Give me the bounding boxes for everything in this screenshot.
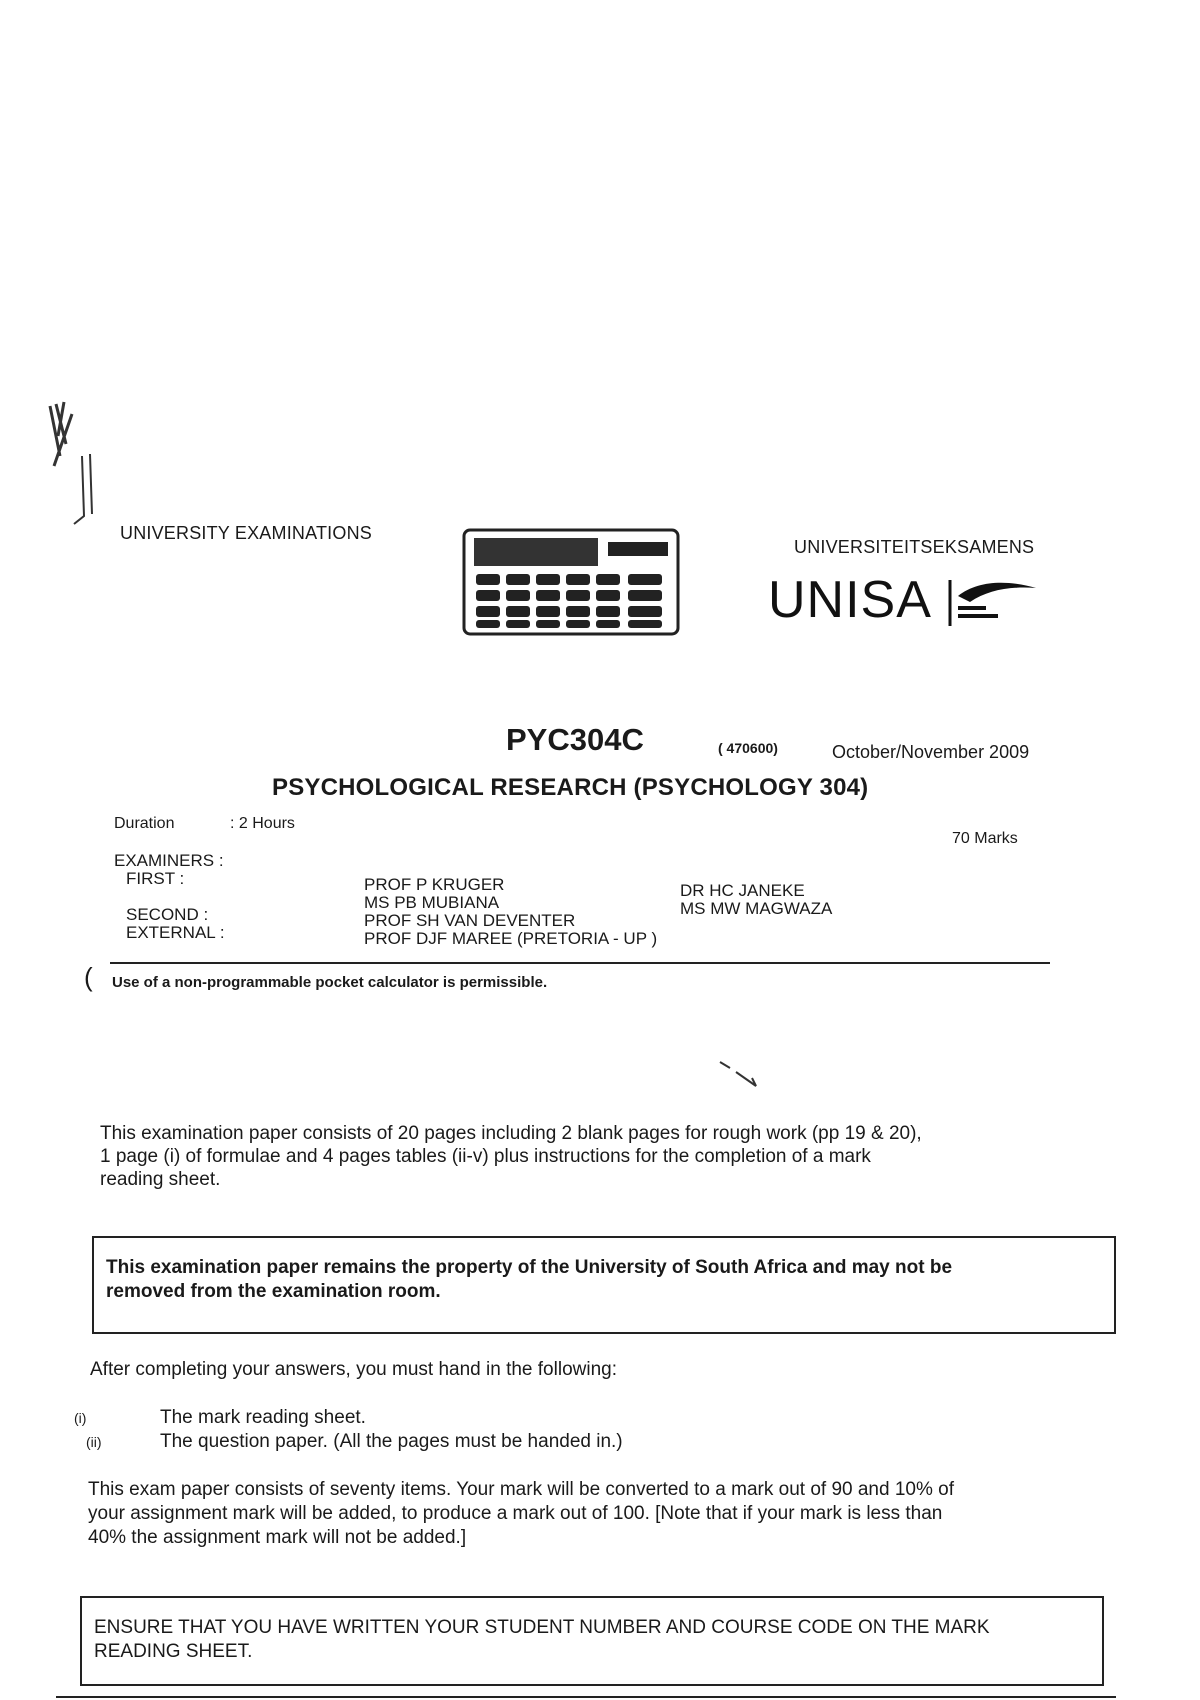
paper-reference: ( 470600) xyxy=(718,740,778,756)
unisa-logo-mark-icon xyxy=(948,576,1038,628)
hand-in-item: The mark reading sheet. xyxy=(160,1407,366,1428)
hand-in-item-mark: (ii) xyxy=(86,1434,102,1450)
calculator-permission-note: Use of a non-programmable pocket calculator is permissible. xyxy=(112,974,548,991)
universiteitseksamens-title: UNIVERSITEITSEKSAMENS xyxy=(794,537,1035,557)
second-examiner-label: SECOND : xyxy=(126,905,209,924)
pages-note-line: This examination paper consists of 20 pages including 2 blank pages for rough work (pp 19 & 20), xyxy=(100,1123,922,1144)
first-examiner-name: PROF P KRUGER xyxy=(364,875,505,894)
second-examiner-name: PROF SH VAN DEVENTER xyxy=(364,911,576,930)
page-bottom-rule xyxy=(56,1696,1116,1698)
handwritten-signature-mark xyxy=(44,396,114,526)
external-examiner-name: PROF DJF MAREE (PRETORIA - UP ) xyxy=(364,929,658,948)
duration-label: Duration xyxy=(114,815,175,832)
hand-in-intro: After completing your answers, you must hand in the following: xyxy=(90,1359,617,1380)
items-note-line: 40% the assignment mark will not be added.] xyxy=(88,1527,467,1548)
ensure-notice-line: READING SHEET. xyxy=(94,1641,253,1662)
first-examiner-name: DR HC JANEKE xyxy=(680,881,805,900)
hand-in-item: The question paper. (All the pages must be handed in.) xyxy=(160,1431,623,1452)
university-examinations-title: UNIVERSITY EXAMINATIONS xyxy=(120,523,372,543)
ensure-notice-line: ENSURE THAT YOU HAVE WRITTEN YOUR STUDENT NUMBER AND COURSE CODE ON THE MARK xyxy=(94,1617,990,1638)
hand-in-item-mark: (i) xyxy=(74,1410,87,1426)
course-code: PYC304C xyxy=(506,722,644,757)
ensure-notice-box xyxy=(80,1596,1104,1686)
total-marks: 70 Marks xyxy=(952,830,1018,847)
pages-note-line: reading sheet. xyxy=(100,1169,221,1190)
unisa-logo-text: UNISA xyxy=(768,571,932,629)
calculator-icon xyxy=(462,528,680,636)
exam-session: October/November 2009 xyxy=(832,742,1030,762)
duration-value: : 2 Hours xyxy=(230,815,295,832)
handwritten-bracket-mark: ( xyxy=(84,962,93,992)
pages-note-line: 1 page (i) of formulae and 4 pages tables (ii-v) plus instructions for the completion of a mark xyxy=(100,1146,871,1167)
subject-title: PSYCHOLOGICAL RESEARCH (PSYCHOLOGY 304) xyxy=(272,774,869,801)
first-examiner-label: FIRST : xyxy=(126,869,185,888)
handwritten-tick-mark xyxy=(718,1060,764,1090)
property-notice-line: This examination paper remains the property of the University of South Africa and may not be xyxy=(106,1257,953,1278)
external-examiner-label: EXTERNAL : xyxy=(126,923,225,942)
items-note-line: This exam paper consists of seventy items. Your mark will be converted to a mark out of 90 and 10% of xyxy=(88,1479,954,1500)
items-note-line: your assignment mark will be added, to produce a mark out of 100. [Note that if your mark is less than xyxy=(88,1503,943,1524)
first-examiner-name: MS MW MAGWAZA xyxy=(680,899,833,918)
property-notice-box xyxy=(92,1236,1116,1334)
first-examiner-name: MS PB MUBIANA xyxy=(364,893,500,912)
property-notice-line: removed from the examination room. xyxy=(106,1281,441,1302)
header-divider xyxy=(110,962,1050,964)
examiners-heading: EXAMINERS : xyxy=(114,851,224,870)
